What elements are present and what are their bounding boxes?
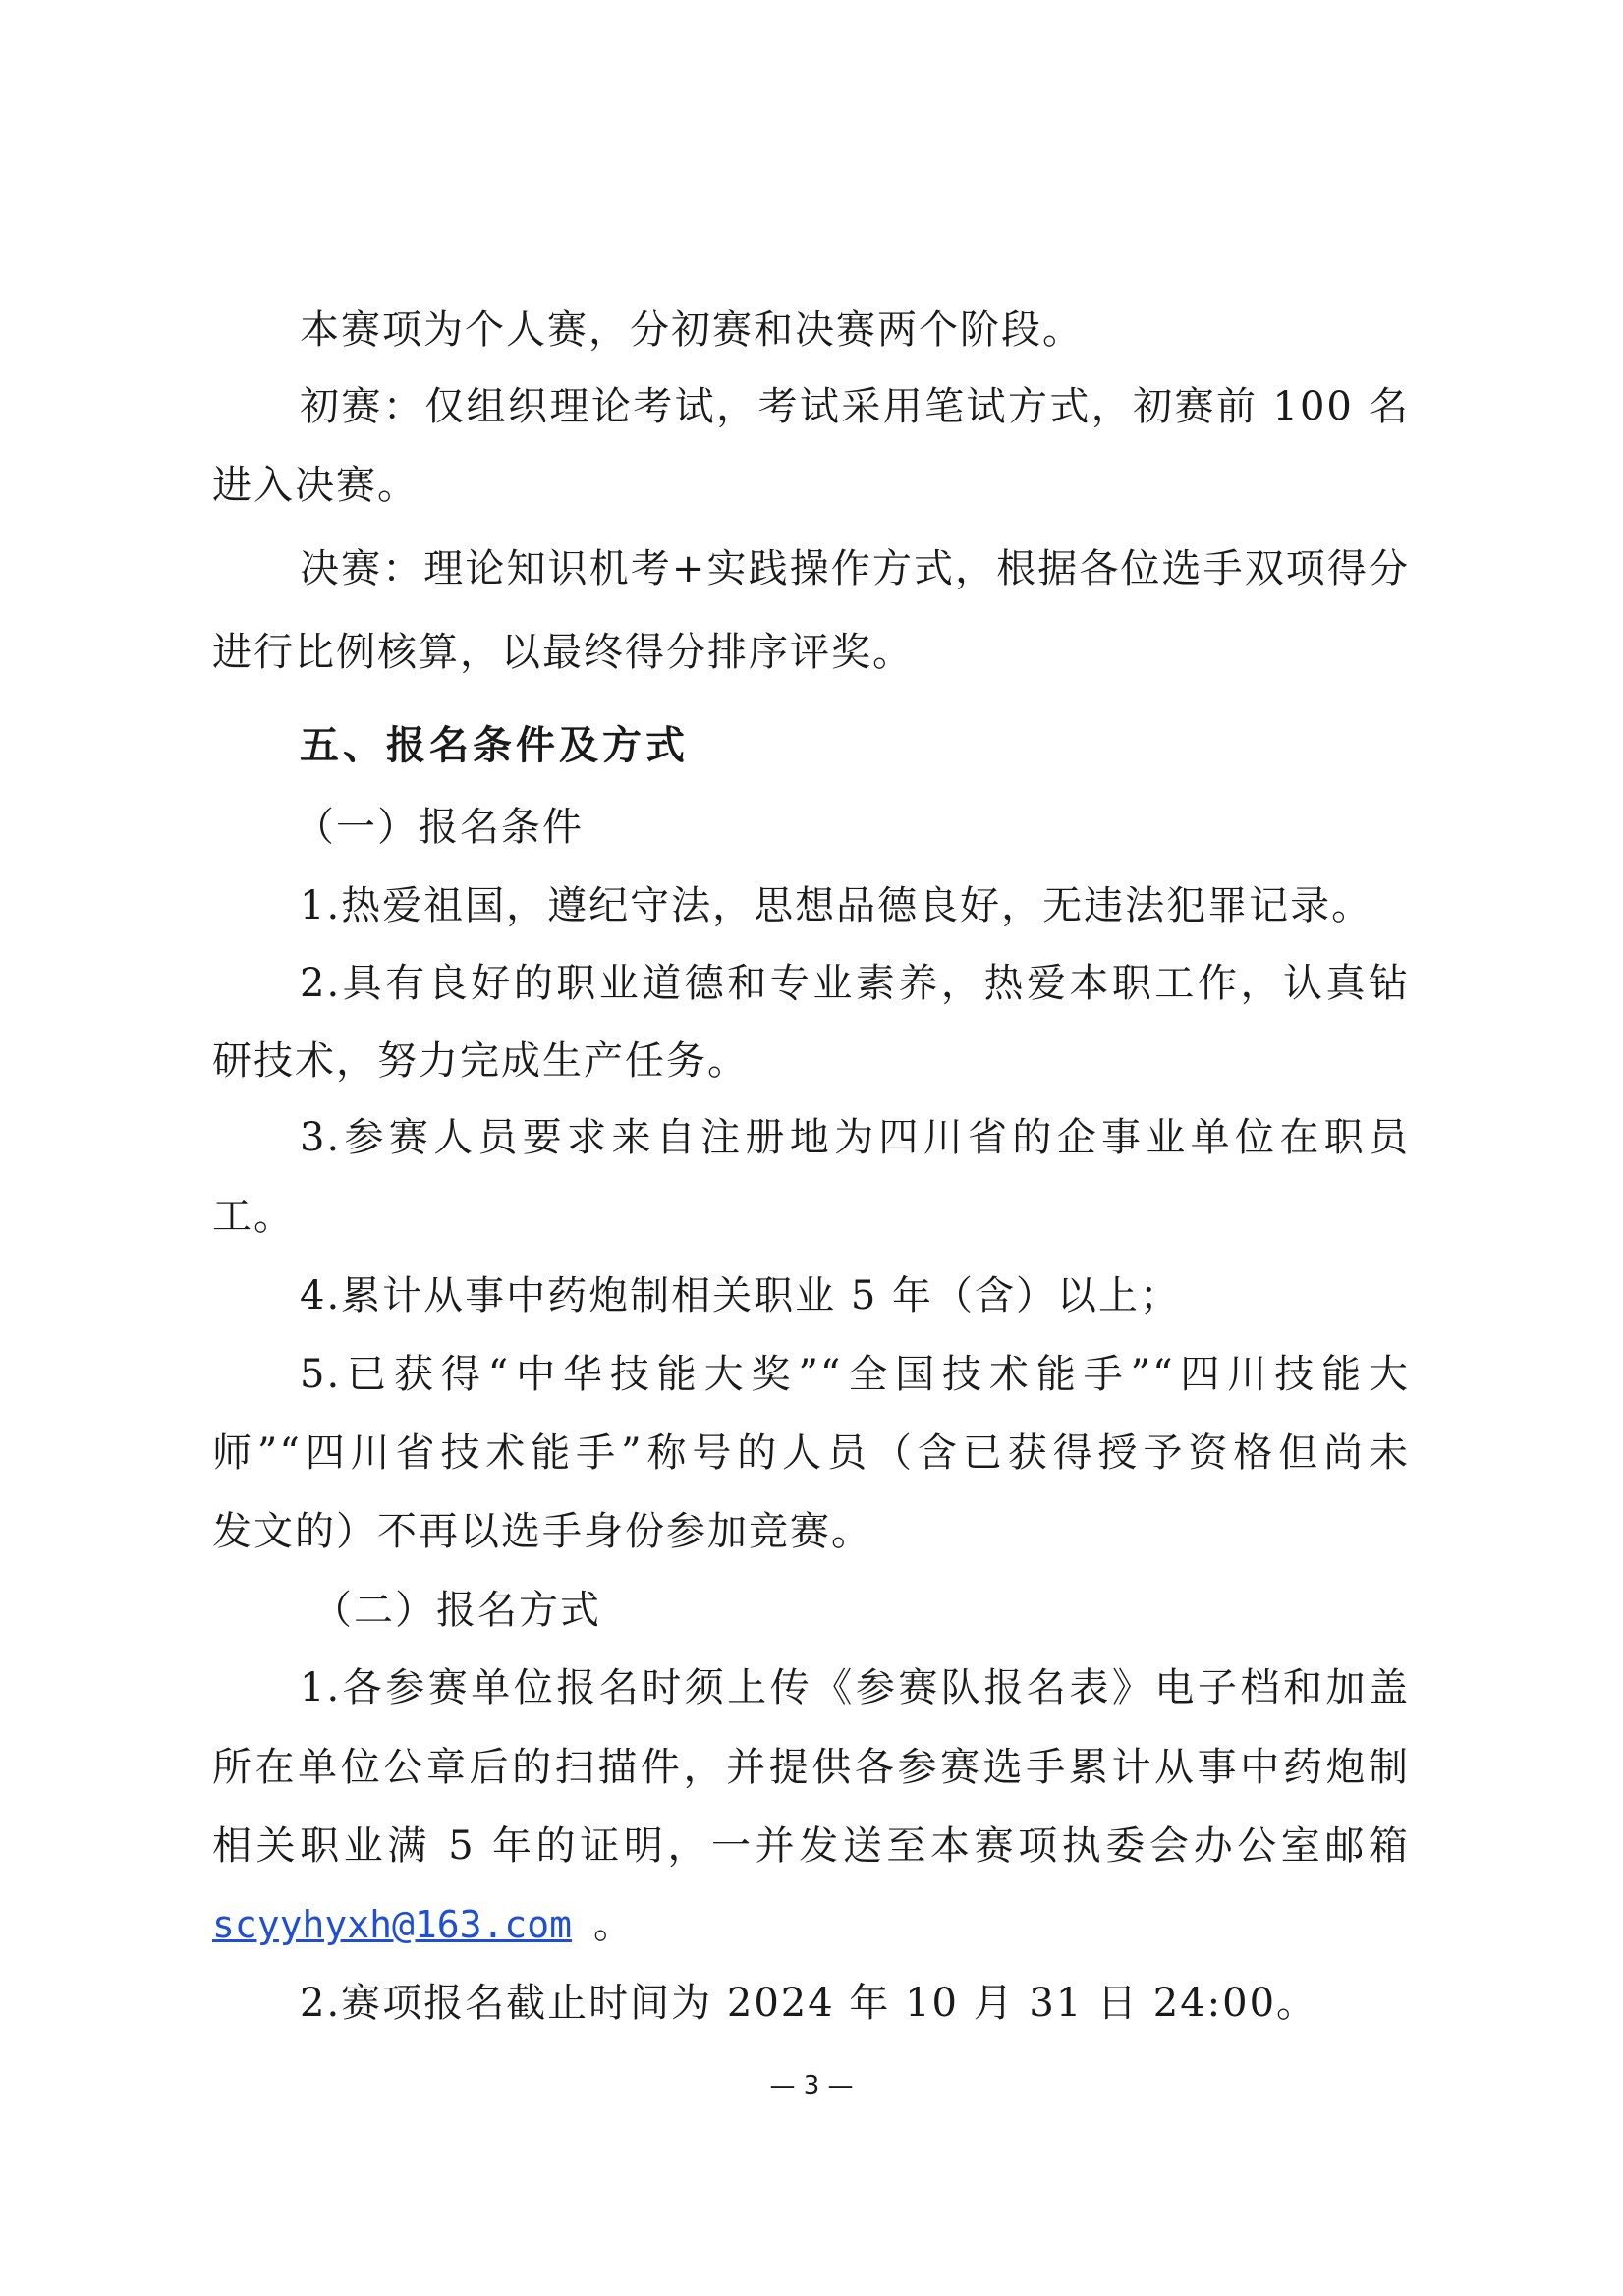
paragraph-line: 发文的）不再以选手身份参加竞赛。 (212, 1509, 872, 1554)
paragraph-line: 初赛：仅组织理论考试，考试采用笔试方式，初赛前 100 名 (300, 384, 1410, 429)
paragraph-line: 所在单位公章后的扫描件，并提供各参赛选手累计从事中药炮制 (212, 1745, 1410, 1790)
paragraph-line: 3.参赛人员要求来自注册地为四川省的企事业单位在职员 (300, 1115, 1410, 1160)
paragraph-line: 研技术，努力完成生产任务。 (212, 1038, 749, 1084)
paragraph-line: 1.各参赛单位报名时须上传《参赛队报名表》电子档和加盖 (300, 1665, 1410, 1710)
sub-heading: （二）报名方式 (312, 1588, 601, 1633)
paragraph-line: 4.累计从事中药炮制相关职业 5 年（含）以上； (300, 1273, 1182, 1318)
sub-heading: （一）报名条件 (295, 805, 584, 850)
paragraph-line: 2.具有良好的职业道德和专业素养，热爱本职工作，认真钻 (300, 961, 1410, 1006)
paragraph-line: 工。 (212, 1194, 295, 1239)
paragraph-line: 进入决赛。 (212, 463, 419, 508)
email-line (0, 1901, 1623, 1948)
page-number: — 3 — (769, 2071, 854, 2100)
paragraph-line: 进行比例核算，以最终得分排序评奖。 (212, 630, 914, 675)
email-line-period: 。 (593, 1902, 636, 1947)
paragraph-line: 1.热爱祖国，遵纪守法，思想品德良好，无违法犯罪记录。 (300, 883, 1373, 928)
paragraph-line: 5.已获得“中华技能大奖”“全国技术能手”“四川技能大 (300, 1352, 1410, 1397)
paragraph-line: 师”“四川省技术能手”称号的人员（含已获得授予资格但尚未 (212, 1430, 1410, 1476)
paragraph-line: 决赛：理论知识机考+实践操作方式，根据各位选手双项得分 (300, 546, 1410, 591)
paragraph-line: 2.赛项报名截止时间为 2024 年 10 月 31 日 24:00。 (300, 1981, 1318, 2026)
paragraph-line: 相关职业满 5 年的证明，一并发送至本赛项执委会办公室邮箱 (212, 1823, 1410, 1869)
paragraph-line: 本赛项为个人赛，分初赛和决赛两个阶段。 (300, 308, 1084, 353)
section-heading: 五、报名条件及方式 (300, 723, 689, 768)
email-link[interactable]: scyyhyxh@163.com (212, 1903, 573, 1946)
